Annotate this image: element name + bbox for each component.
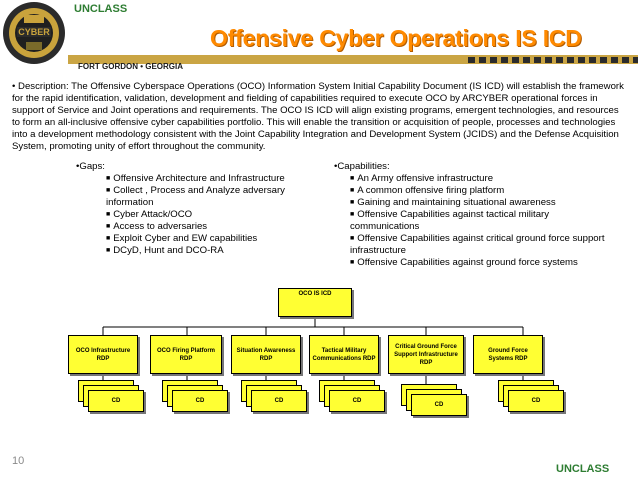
classification-bottom: UNCLASS	[556, 463, 610, 475]
classification-top: UNCLASS	[74, 3, 128, 15]
list-item: ■ A common offensive firing platform	[350, 185, 505, 196]
cd-box: CD	[411, 394, 467, 416]
cd-stack	[78, 380, 152, 416]
list-item: ■ Offensive Capabilities against tactical military communications	[350, 209, 550, 232]
cd-box: CD	[88, 390, 144, 412]
list-item: ■ An Army offensive infrastructure	[350, 173, 494, 184]
list-item: ■ Gaining and maintaining situational awareness	[350, 197, 556, 208]
list-item: ■ Exploit Cyber and EW capabilities	[106, 233, 258, 244]
cd-box: CD	[172, 390, 228, 412]
list-item: ■ DCyD, Hunt and DCO-RA	[106, 245, 224, 256]
capabilities-heading: •Capabilities:	[334, 161, 390, 172]
list-item: ■ Offensive Architecture and Infrastructure	[106, 173, 285, 184]
rdp-node: Tactical Military Communications RDP	[309, 335, 379, 374]
description-paragraph: • Description: The Offensive Cyberspace Operations (OCO) Information System Initial Capability Document (IS ICD) will establish the framework for the rapid identification, validation, development and fielding of capabilities required to execute OCO by ARCYBER operational forces in support of Service and Joint operations and requirements. The OCO IS ICD will align existing programs, emergent technologies, and resources to form an all-inclusive offensive cyber capabilities portfolio. This will enable the transition or acquisition of people, processes and technologies into a development methodology consistent with the Joint Capability Integration and Development System (JCIDS) and the Defense Acquisition System, promoting unity of effort throughout the community.	[12, 81, 624, 152]
rdp-node: Ground Force Systems RDP	[473, 335, 543, 374]
rdp-node: Situation Awareness RDP	[231, 335, 301, 374]
svg-text:CYBER: CYBER	[18, 27, 50, 37]
gaps-heading: •Gaps:	[76, 161, 105, 172]
cd-box: CD	[251, 390, 307, 412]
rdp-node: Critical Ground Force Support Infrastructure RDP	[388, 335, 464, 374]
cd-stack	[241, 380, 315, 416]
list-item: ■ Collect , Process and Analyze adversary information	[106, 185, 285, 208]
rdp-node: OCO Infrastructure RDP	[68, 335, 138, 374]
list-item: ■ Access to adversaries	[106, 221, 208, 232]
cd-stack	[401, 384, 475, 420]
list-item: ■ Offensive Capabilities against critical ground force support infrastructure	[350, 233, 605, 256]
rdp-node: OCO Firing Platform RDP	[150, 335, 222, 374]
cd-stack	[498, 380, 572, 416]
page-title: Offensive Cyber Operations IS ICD	[210, 25, 582, 51]
cd-box: CD	[508, 390, 564, 412]
page-number: 10	[12, 455, 25, 467]
location-label: FORT GORDON • GEORGIA	[78, 62, 184, 71]
cd-box: CD	[329, 390, 385, 412]
cd-stack	[162, 380, 236, 416]
cd-stack	[319, 380, 393, 416]
diagram-root-node: OCO IS ICD	[278, 288, 352, 317]
list-item: ■ Offensive Capabilities against ground force systems	[350, 257, 578, 268]
list-item: ■ Cyber Attack/OCO	[106, 209, 193, 220]
